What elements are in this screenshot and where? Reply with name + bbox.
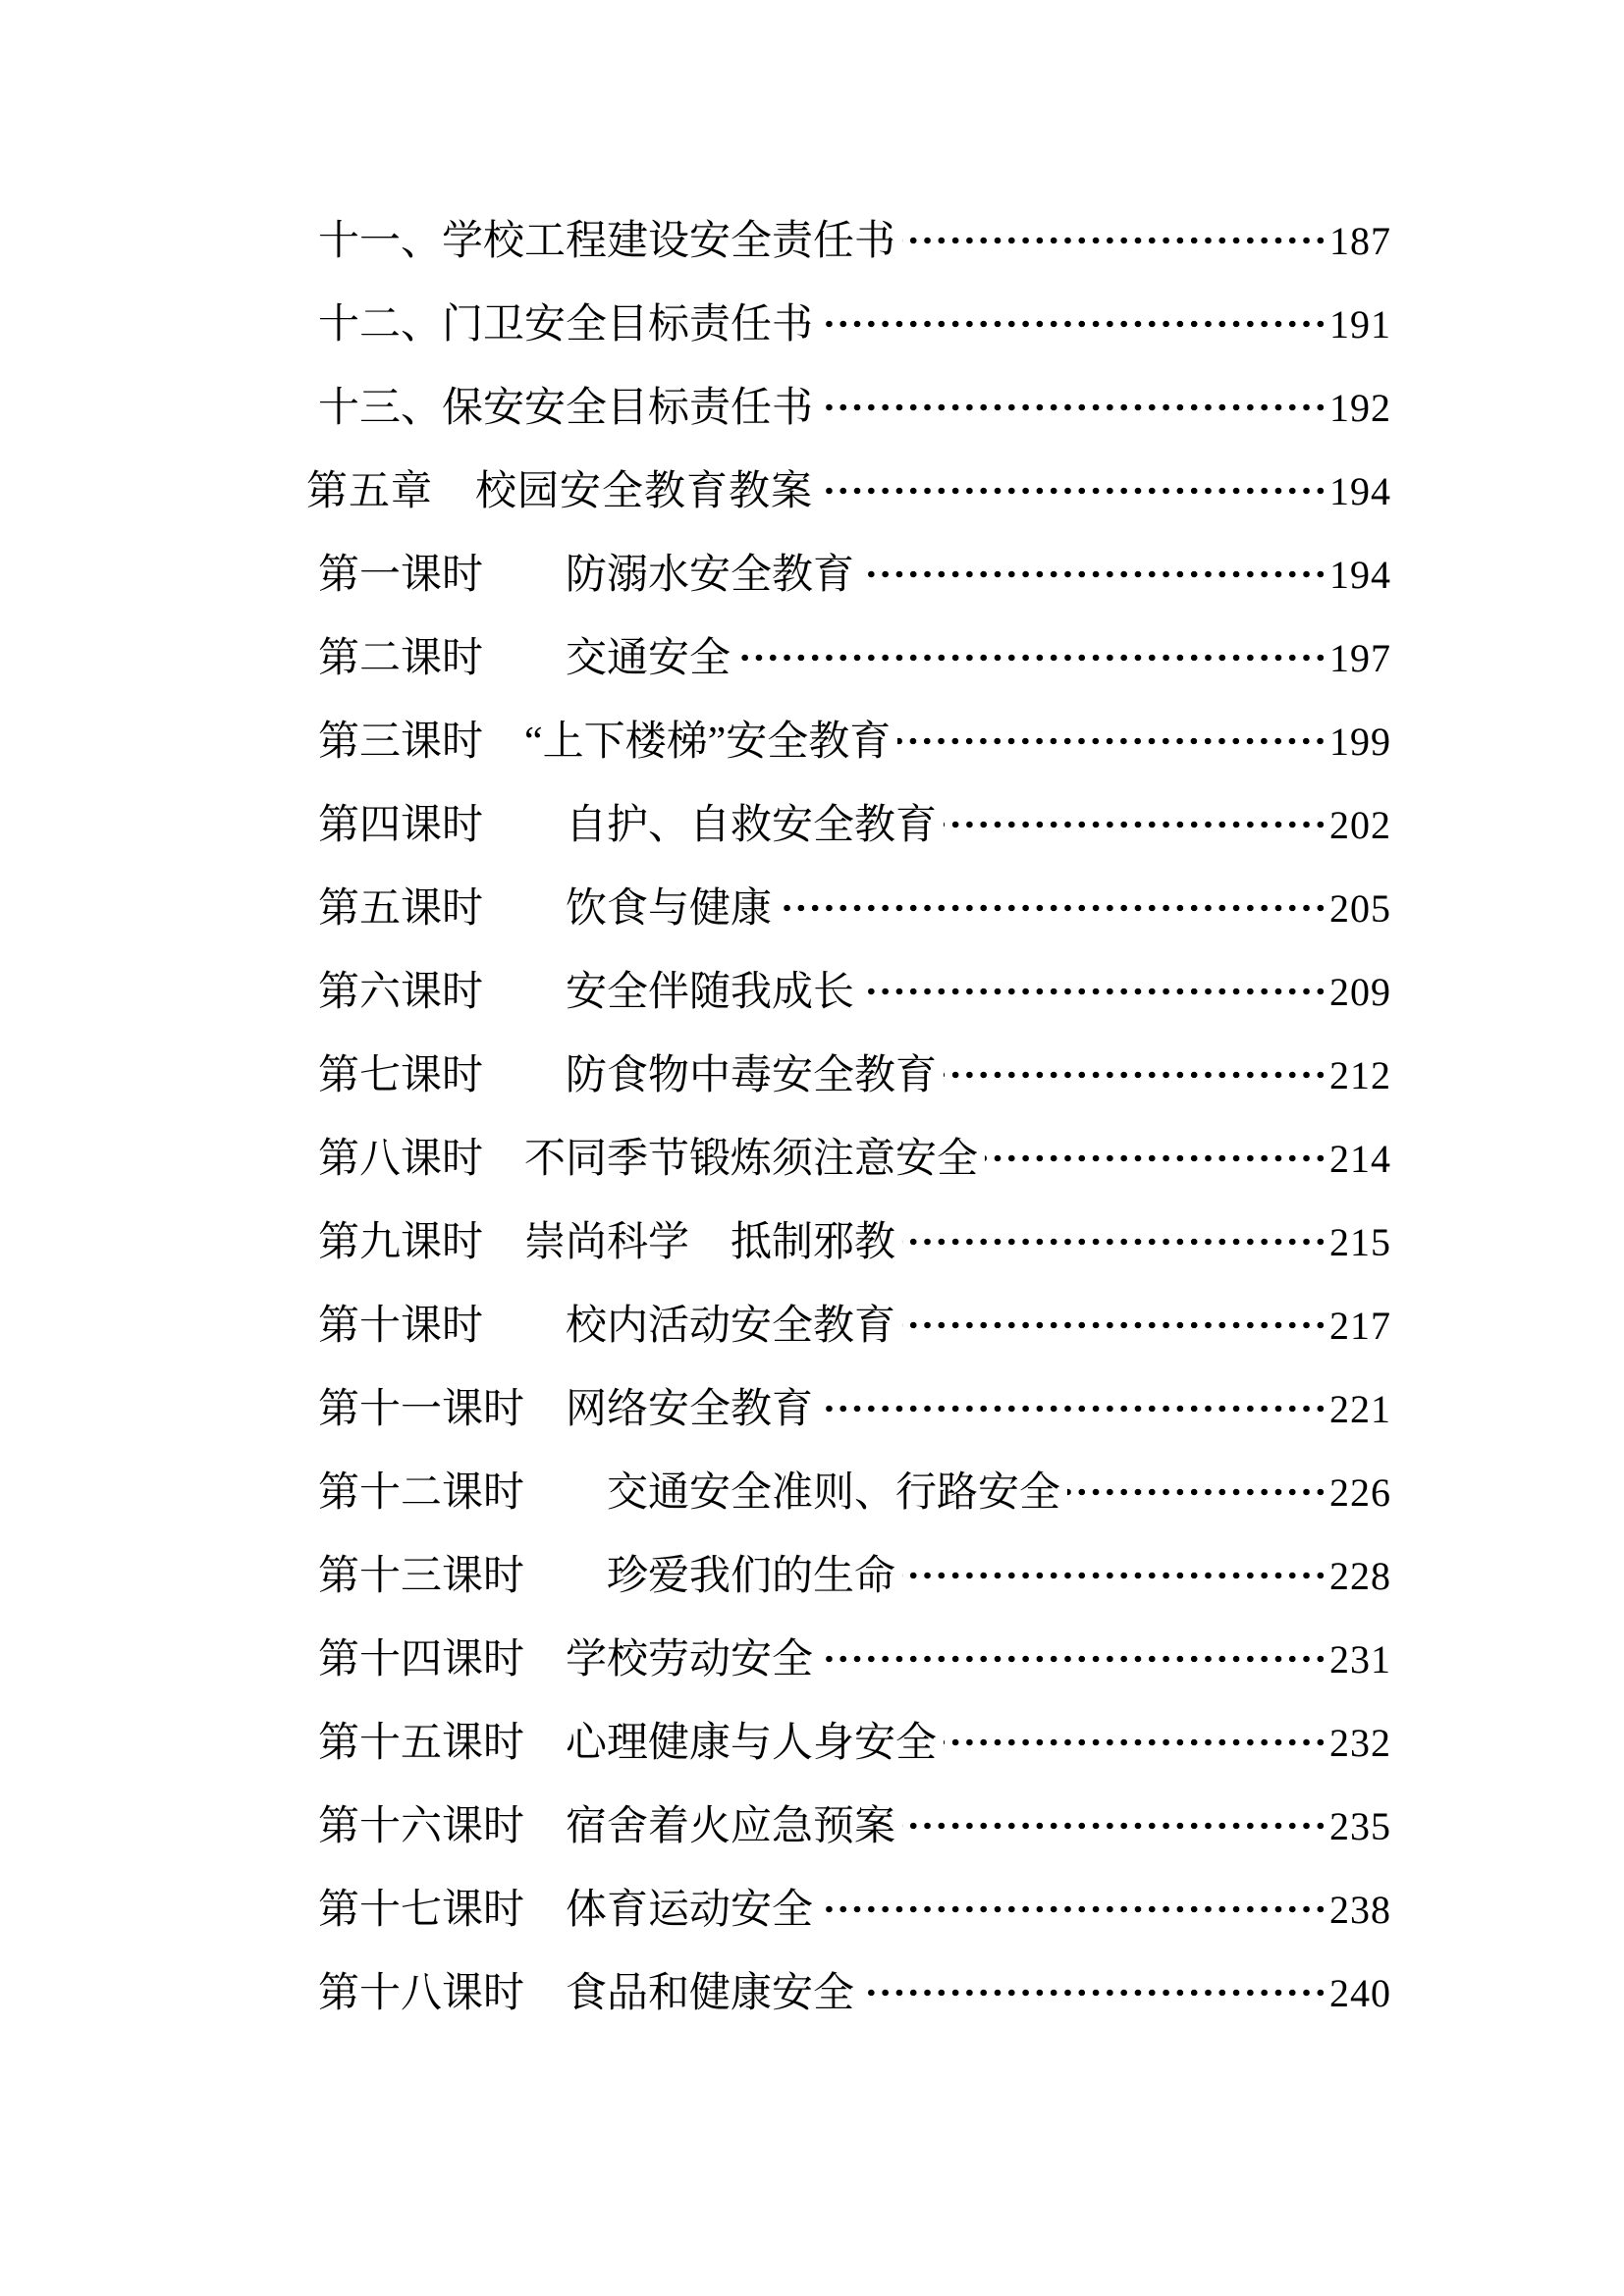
dot-leader — [902, 1201, 1327, 1284]
dot-leader — [902, 1284, 1327, 1367]
toc-page-number: 194 — [1329, 552, 1391, 597]
toc-entry-title: 第十七课时 体育运动安全 — [318, 1887, 814, 1933]
toc-page-number: 226 — [1329, 1469, 1391, 1515]
toc-entry[interactable] — [318, 1951, 1391, 2035]
toc-page-number: 187 — [1329, 218, 1391, 263]
toc-entry[interactable] — [318, 283, 1391, 366]
dot-leader — [820, 283, 1327, 366]
toc-page-number: 212 — [1329, 1052, 1391, 1097]
toc-entry[interactable] — [318, 1701, 1391, 1785]
toc-entry-title: 第八课时 不同季节锻炼须注意安全 — [318, 1136, 979, 1182]
toc-page-number: 191 — [1329, 301, 1391, 347]
dot-leader — [861, 950, 1327, 1034]
toc-entry[interactable] — [318, 1201, 1391, 1284]
toc-page-number: 202 — [1329, 802, 1391, 847]
dot-leader — [902, 199, 1327, 283]
toc-entry-title: 第十三课时 珍爱我们的生命 — [318, 1553, 896, 1599]
toc-entry-title: 第五课时 饮食与健康 — [318, 885, 773, 932]
toc-page-number: 221 — [1329, 1386, 1391, 1431]
toc-entry[interactable] — [318, 1284, 1391, 1367]
toc-entry-title: 十一、学校工程建设安全责任书 — [318, 218, 896, 264]
toc-page-number: 209 — [1329, 969, 1391, 1014]
toc-entry-title: 第十八课时 食品和健康安全 — [318, 1970, 855, 2016]
toc-list — [306, 199, 1391, 2035]
toc-entry-title: 第六课时 安全伴随我成长 — [318, 969, 855, 1015]
toc-page-number: 238 — [1329, 1887, 1391, 1932]
toc-entry-title: 第十六课时 宿舍着火应急预案 — [318, 1803, 896, 1849]
toc-page-number: 217 — [1329, 1303, 1391, 1348]
toc-entry[interactable] — [318, 867, 1391, 950]
toc-entry[interactable] — [318, 700, 1391, 783]
dot-leader — [1067, 1451, 1327, 1534]
toc-entry[interactable] — [318, 616, 1391, 700]
toc-entry[interactable] — [318, 366, 1391, 450]
toc-entry-title: 第五章 校园安全教育教案 — [306, 468, 814, 514]
dot-leader — [820, 1367, 1327, 1451]
toc-entry[interactable] — [318, 783, 1391, 867]
toc-entry-title: 第十四课时 学校劳动安全 — [318, 1636, 814, 1682]
toc-entry[interactable] — [318, 1618, 1391, 1701]
toc-entry-title: 第一课时 防溺水安全教育 — [318, 552, 855, 598]
toc-page-number: 194 — [1329, 468, 1391, 513]
toc-page-number: 240 — [1329, 1970, 1391, 2015]
dot-leader — [902, 1785, 1327, 1868]
toc-entry[interactable] — [318, 1367, 1391, 1451]
toc-entry-title: 第三课时 “上下楼梯”安全教育 — [318, 719, 892, 765]
toc-entry[interactable] — [318, 1117, 1391, 1201]
dot-leader — [944, 783, 1327, 867]
toc-page-number: 214 — [1329, 1136, 1391, 1181]
toc-entry[interactable] — [318, 533, 1391, 616]
toc-entry[interactable] — [318, 1785, 1391, 1868]
toc-page-number: 228 — [1329, 1553, 1391, 1598]
toc-entry[interactable] — [318, 1534, 1391, 1618]
dot-leader — [944, 1034, 1327, 1117]
toc-page-number: 192 — [1329, 385, 1391, 430]
toc-entry-title: 第四课时 自护、自救安全教育 — [318, 802, 938, 848]
dot-leader — [897, 700, 1327, 783]
toc-entry[interactable] — [318, 1451, 1391, 1534]
dot-leader — [861, 533, 1327, 616]
toc-page-number: 215 — [1329, 1219, 1391, 1264]
toc-entry[interactable] — [306, 450, 1391, 533]
dot-leader — [902, 1534, 1327, 1618]
dot-leader — [820, 366, 1327, 450]
toc-entry[interactable] — [318, 1868, 1391, 1951]
toc-page-number: 205 — [1329, 885, 1391, 931]
toc-entry-title: 第九课时 崇尚科学 抵制邪教 — [318, 1219, 896, 1265]
toc-entry-title: 第十二课时 交通安全准则、行路安全 — [318, 1469, 1061, 1516]
toc-page-number: 199 — [1329, 719, 1391, 764]
dot-leader — [820, 1618, 1327, 1701]
toc-entry-title: 第十一课时 网络安全教育 — [318, 1386, 814, 1432]
toc-page-number: 197 — [1329, 635, 1391, 680]
toc-entry-title: 十三、保安安全目标责任书 — [318, 385, 814, 431]
toc-entry-title: 第二课时 交通安全 — [318, 635, 731, 681]
dot-leader — [861, 1951, 1327, 2035]
toc-entry-title: 十二、门卫安全目标责任书 — [318, 301, 814, 347]
toc-entry-title: 第十五课时 心理健康与人身安全 — [318, 1720, 938, 1766]
toc-page-number: 235 — [1329, 1803, 1391, 1848]
dot-leader — [737, 616, 1327, 700]
dot-leader — [820, 1868, 1327, 1951]
dot-leader — [985, 1117, 1327, 1201]
dot-leader — [944, 1701, 1327, 1785]
dot-leader — [779, 867, 1327, 950]
toc-entry[interactable] — [318, 199, 1391, 283]
dot-leader — [820, 450, 1327, 533]
toc-page-number: 232 — [1329, 1720, 1391, 1765]
toc-page-number: 231 — [1329, 1636, 1391, 1682]
toc-entry-title: 第七课时 防食物中毒安全教育 — [318, 1052, 938, 1098]
toc-entry[interactable] — [318, 1034, 1391, 1117]
toc-entry[interactable] — [318, 950, 1391, 1034]
toc-entry-title: 第十课时 校内活动安全教育 — [318, 1303, 896, 1349]
